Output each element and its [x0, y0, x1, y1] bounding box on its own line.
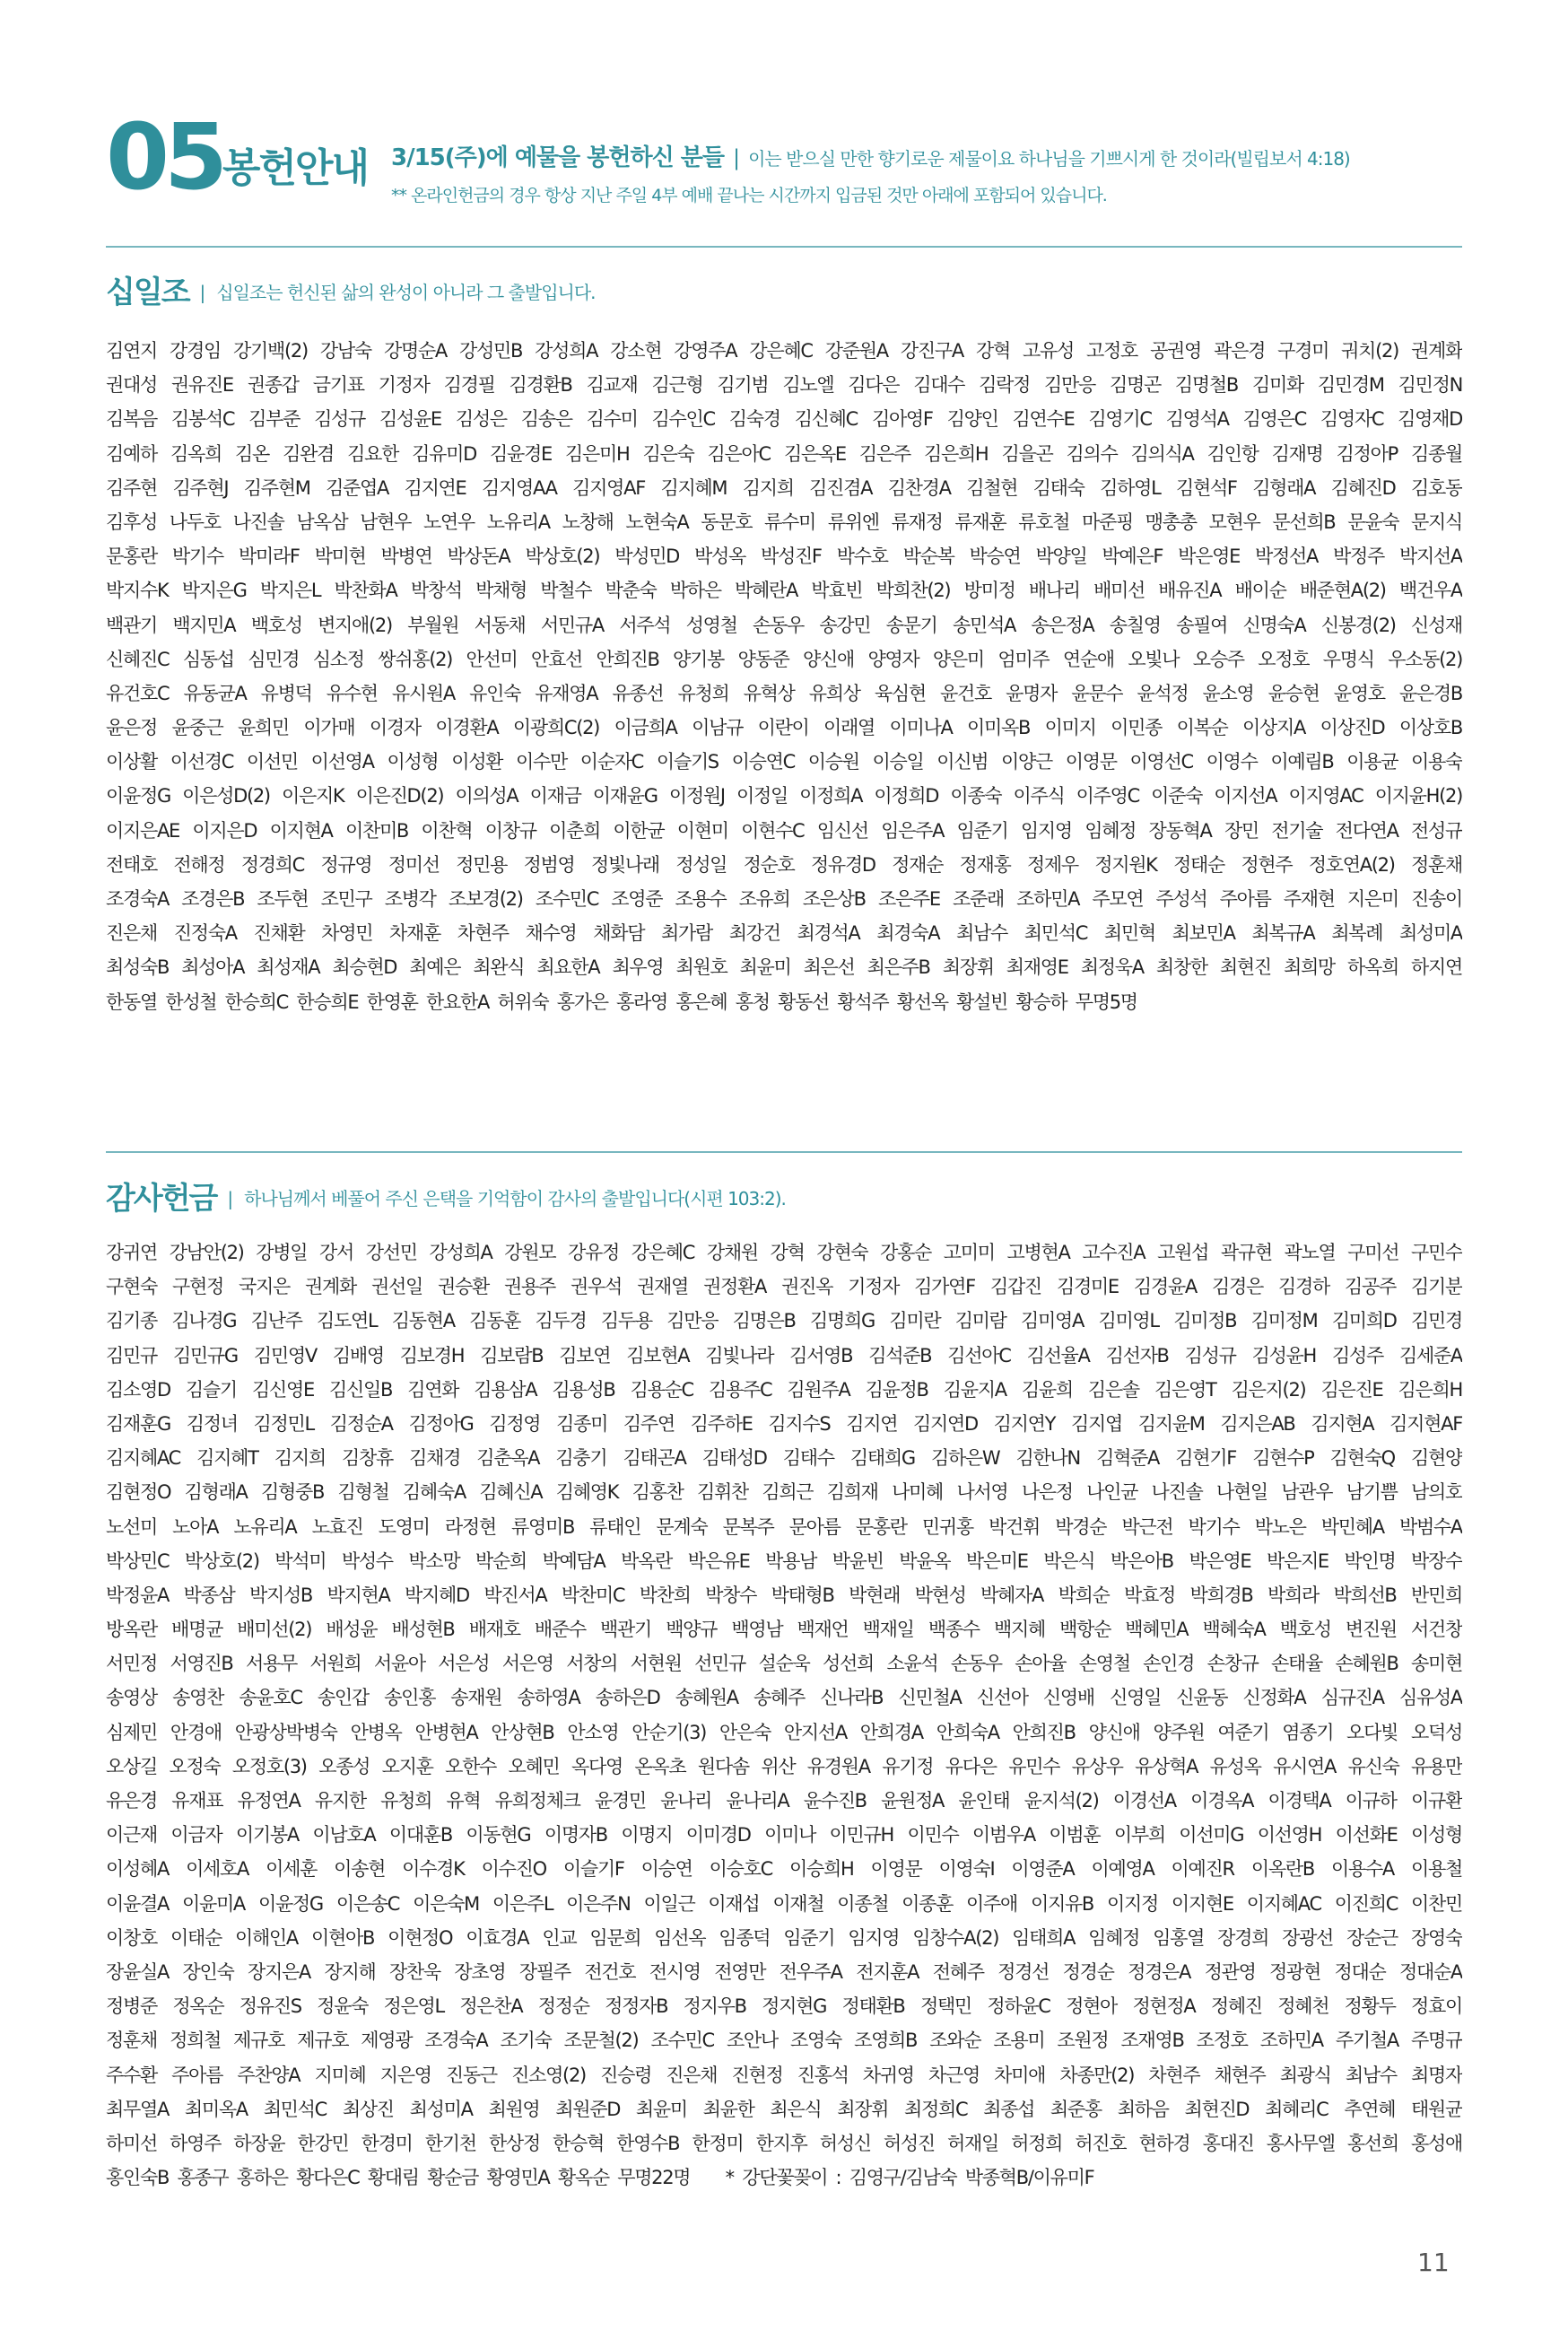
name-line: 진은채 진정숙A 진채환 차영민 차재훈 차현주 채수영 채화담 최가람 최강건 최경석A 최경숙A 최남수 최민석C 최민혁 최보민A 최복규A 최복례 최성미A [106, 922, 1462, 945]
name-line: 전태호 전해정 정경희C 정규영 정미선 정민용 정범영 정빛나래 정성일 정순호 정유경D 정재순 정재홍 정제우 정지원K 정태순 정현주 정호연A(2) 정훈채 [106, 853, 1462, 876]
name-line: 김주현 김주현J 김주현M 김준엽A 김지연E 김지영AA 김지영AF 김지혜M 김지희 김진겸A 김찬경A 김철현 김태숙 김하영L 김현석F 김형래A 김혜진D 김호동 [106, 476, 1462, 499]
online-offering-note: ** 온라인헌금의 경우 항상 지난 주일 4부 예배 끝나는 시간까지 입금된 것만 아래에 포함되어 있습니다. [391, 186, 1107, 205]
name-line: 이윤정G 이은성D(2) 이은지K 이은진D(2) 이의성A 이재금 이재윤G 이정원J 이정일 이정희A 이정희D 이종숙 이주식 이주영C 이준숙 이지선A 이지영AC 이지윤H(2) [106, 785, 1462, 808]
header-verse: 이는 받으실 만한 향기로운 제물이요 하나님을 기쁘시게 한 것이라(빌립보서 4:18) [748, 148, 1350, 170]
name-line: 김기종 김나경G 김난주 김도연L 김동현A 김동훈 김두경 김두용 김만응 김명은B 김명희G 김미란 김미람 김미영A 김미영L 김미정B 김미정M 김미희D 김민경 [106, 1310, 1462, 1332]
name-line: 이근재 이금자 이기봉A 이남호A 이대훈B 이동현G 이명자B 이명지 이미경D 이미나 이민규H 이민수 이범우A 이범훈 이부희 이선미G 이선영H 이선화E 이성형 [106, 1824, 1462, 1846]
name-line: 조경숙A 조경은B 조두현 조민구 조병각 조보경(2) 조수민C 조영준 조용수 조유희 조은상B 조은주E 조준래 조하민A 주모연 주성석 주아름 주재현 지은미 진송이 [106, 888, 1462, 910]
page-number: 11 [1417, 2248, 1450, 2277]
name-line: 박정윤A 박종삼 박지성B 박지현A 박지혜D 박진서A 박찬미C 박찬희 박창수 박태형B 박현래 박현성 박혜자A 박희순 박효정 박희경B 박희라 박희선B 반민희 [106, 1584, 1462, 1606]
section-title: 봉헌안내 [222, 145, 369, 191]
name-line: 강귀연 강남안(2) 강병일 강서 강선민 강성희A 강원모 강유정 강은혜C 강채원 강혁 강현숙 강홍순 고미미 고병현A 고수진A 고원섭 곽규현 곽노열 구미선 구민수 [106, 1242, 1462, 1263]
header-subtitle-line [391, 139, 1350, 172]
name-line: 김재훈G 김정녀 김정민L 김정순A 김정아G 김정영 김종미 김주연 김주하E 김지수S 김지연 김지연D 김지연Y 김지엽 김지윤M 김지은AB 김지현A 김지현AF [106, 1412, 1462, 1435]
thanks-heading [106, 1174, 786, 1218]
name-line: 주수환 주아름 주찬양A 지미혜 지은영 진동근 진소영(2) 진승령 진은채 진현정 진홍석 차귀영 차근영 차미애 차종만(2) 차현주 채현주 최광식 최남수 최명자 [106, 2064, 1462, 2086]
name-line: 유은경 유재표 유정연A 유지한 유청희 유혁 유희정체크 윤경민 윤나리 윤나리A 윤수진B 윤원정A 윤인태 윤지석(2) 이경선A 이경옥A 이경택A 이규하 이규환 [106, 1790, 1462, 1812]
divider [106, 1151, 1462, 1153]
name-line: 장윤실A 장인숙 장지은A 장지해 장찬욱 장초영 장필주 전건호 전시영 전영만 전우주A 전지훈A 전혜주 정경선 정경순 정경은A 정관영 정광현 정대순 정대순A [106, 1960, 1462, 1983]
tithe-description: 십일조는 헌신된 삶의 완성이 아니라 그 출발입니다. [216, 282, 596, 303]
name-line: 한동열 한성철 한승희C 한승희E 한영훈 한요한A 허위숙 홍가은 홍라영 홍은혜 홍청 황동선 황석주 황선옥 황설빈 황승하 무명5명 [106, 991, 1137, 1013]
name-line: 심제민 안경애 안광상박병숙 안병옥 안병현A 안상현B 안소영 안순기(3) 안은숙 안지선A 안희경A 안희숙A 안희진B 양신애 양주원 여준기 염종기 오다빛 오덕성 [106, 1721, 1462, 1743]
section-number: 05 [106, 104, 222, 211]
name-line: 정병준 정옥순 정유진S 정윤숙 정은영L 정은찬A 정정순 정정자B 정지우B 정지현G 정태환B 정택민 정하윤C 정현아 정현정A 정혜진 정혜천 정황두 정효이 [106, 1995, 1462, 2018]
tithe-title: 십일조 [106, 275, 189, 310]
name-line: 유건호C 유동균A 유병덕 유수현 유시원A 유인숙 유재영A 유종선 유청희 유혁상 유희상 육심현 윤건호 윤명자 윤문수 윤석정 윤소영 윤승현 윤영호 윤은경B [106, 682, 1462, 704]
name-line: 박지수K 박지은G 박지은L 박찬화A 박창석 박채형 박철수 박춘숙 박하은 박혜란A 박효빈 박희찬(2) 방미정 배나리 배미선 배유진A 배이순 배준현A(2) 백건우A [106, 580, 1462, 602]
name-line: 이성혜A 이세호A 이세훈 이송현 이수경K 이수진O 이슬기F 이승연 이승호C 이승희H 이영문 이영숙I 이영준A 이예영A 이예진R 이옥란B 이용수A 이용철 [106, 1858, 1462, 1881]
name-line: 홍인숙B 홍종구 홍하은 황다은C 황대림 황순금 황영민A 황옥순 무명22명 * 강단꽃꽂이 : 김영구/김남숙 박종혁B/이유미F [106, 2167, 1094, 2189]
name-line: 이윤결A 이윤미A 이윤정G 이은송C 이은숙M 이은주L 이은주N 이일근 이재섭 이재철 이종철 이종훈 이주애 이지유B 이지정 이지현E 이지혜AC 이진희C 이찬민 [106, 1892, 1462, 1915]
name-line: 노선미 노아A 노유리A 노효진 도영미 라정현 류영미B 류태인 문계숙 문복주 문아름 문홍란 민귀홍 박건휘 박경순 박근전 박기수 박노은 박민혜A 박범수A [106, 1515, 1462, 1538]
name-line: 구현숙 구현정 국지은 권계화 권선일 권승환 권용주 권우석 권재열 권정환A 권진옥 기정자 김가연F 김갑진 김경미E 김경윤A 김경은 김경하 김공주 김기분 [106, 1276, 1462, 1298]
separator: | [227, 1188, 234, 1209]
name-line: 이창호 이태순 이해인A 이현아B 이현정O 이효경A 인교 임문희 임선옥 임종덕 임준기 임지영 임창수A(2) 임태희A 임혜정 임홍열 장경희 장광선 장순근 장영숙 [106, 1926, 1462, 1949]
name-line: 최성숙B 최성아A 최성재A 최승현D 최예은 최완식 최요한A 최우영 최원호 최윤미 최은선 최은주B 최장휘 최재영E 최정욱A 최창한 최현진 최희망 하옥희 하지연 [106, 956, 1462, 979]
offering-date-title: 3/15(주)에 예물을 봉헌하신 분들 [391, 144, 724, 171]
divider [106, 246, 1462, 248]
name-line: 김현정O 김형래A 김형중B 김형철 김혜숙A 김혜신A 김혜영K 김홍찬 김휘찬 김희근 김희재 나미혜 나서영 나은정 나인균 나진솔 나현일 남관우 남기쁨 남의호 [106, 1481, 1462, 1504]
name-line: 백관기 백지민A 백호성 변지애(2) 부월원 서동채 서민규A 서주석 성영철 손동우 송강민 송문기 송민석A 송은정A 송칠영 송필여 신명숙A 신봉경(2) 신성재 [106, 614, 1462, 636]
thanks-description: 하나님께서 베풀어 주신 은택을 기억함이 감사의 출발입니다(시편 103:2). [244, 1188, 786, 1209]
name-line: 윤은정 윤중근 윤희민 이가매 이경자 이경환A 이광희C(2) 이금희A 이남규 이란이 이래열 이미나A 이미옥B 이미지 이민종 이복순 이상지A 이상진D 이상호B [106, 717, 1462, 739]
name-line: 문홍란 박기수 박미라F 박미현 박병연 박상돈A 박상호(2) 박성민D 박성옥 박성진F 박수호 박순복 박승연 박양일 박예은F 박은영E 박정선A 박정주 박지선A [106, 546, 1462, 568]
thanks-name-list [106, 1235, 1462, 2195]
separator: | [732, 145, 740, 170]
name-line: 송영상 송영찬 송윤호C 송인갑 송인홍 송재원 송하영A 송하은D 송혜원A 송혜주 신나라B 신민철A 신선아 신영배 신영일 신윤동 신정화A 심규진A 심유성A [106, 1687, 1462, 1709]
name-line: 신혜진C 심동섭 심민경 심소정 쌍쉬홍(2) 안선미 안효선 안희진B 양기봉 양동준 양신애 양영자 양은미 엄미주 연순애 오빛나 오승주 오정호 우명식 우소동(2) [106, 648, 1462, 670]
name-line: 방옥란 배명균 배미선(2) 배성윤 배성현B 배재호 배준수 백관기 백양규 백영남 백재언 백재일 백종수 백지혜 백항순 백혜민A 백혜숙A 백호성 변진원 서건창 [106, 1619, 1462, 1641]
thanks-title: 감사헌금 [106, 1181, 217, 1217]
name-line: 정훈채 정희철 제규호 제규호 제영광 조경숙A 조기숙 조문철(2) 조수민C 조안나 조영숙 조영희B 조와순 조용미 조원정 조재영B 조정호 조하민A 주기철A 주명규 [106, 2030, 1462, 2052]
name-line: 이지은AE 이지은D 이지현A 이찬미B 이찬혁 이창규 이춘희 이한균 이현미 이현수C 임신선 임은주A 임준기 임지영 임혜정 장동혁A 장민 전기술 전다연A 전성규 [106, 819, 1462, 842]
name-line: 김지혜AC 김지혜T 김지희 김창휴 김채경 김춘옥A 김충기 김태곤A 김태성D 김태수 김태희G 김하은W 김한나N 김혁준A 김현기F 김현수P 김현숙Q 김현양 [106, 1447, 1462, 1470]
name-line: 김복음 김봉석C 김부준 김성규 김성윤E 김성은 김송은 김수미 김수인C 김숙경 김신혜C 김아영F 김양인 김연수E 김영기C 김영석A 김영은C 김영자C 김영재D [106, 408, 1462, 431]
name-line: 오상길 오정숙 오정호(3) 오종성 오지훈 오한수 오혜민 옥다영 온옥초 원다솜 위산 유경원A 유기정 유다은 유민수 유상우 유상혁A 유성옥 유시연A 유신숙 유용만 [106, 1755, 1462, 1777]
name-line: 김후성 나두호 나진솔 남옥삼 남현우 노연우 노유리A 노창해 노현숙A 동문호 류수미 류위엔 류재정 류재훈 류호철 마준핑 맹총총 모현우 문선희B 문윤숙 문지식 [106, 511, 1462, 533]
name-line: 김소영D 김슬기 김신영E 김신일B 김연화 김용삼A 김용성B 김용순C 김용주C 김원주A 김윤정B 김윤지A 김윤희 김은솔 김은영T 김은지(2) 김은진E 김은희H [106, 1378, 1462, 1401]
separator: | [199, 282, 206, 303]
section-header [106, 104, 1469, 220]
tithe-heading [106, 267, 596, 311]
tithe-name-list [106, 334, 1462, 1019]
name-line: 하미선 하영주 하장윤 한강민 한경미 한기천 한상정 한승혁 한영수B 한정미 한지후 허성신 허성진 허재일 허정희 허진호 현하경 홍대진 홍사무엘 홍선희 홍성애 [106, 2132, 1462, 2154]
name-line: 김연지 강경임 강기백(2) 강남숙 강명순A 강성민B 강성희A 강소현 강영주A 강은혜C 강준원A 강진구A 강혁 고유성 고정호 공권영 곽은경 구경미 궈치(2) 권계화 [106, 340, 1462, 362]
name-line: 이상활 이선경C 이선민 이선영A 이성형 이성환 이수만 이순자C 이슬기S 이승연C 이승원 이승일 이신범 이양근 이영문 이영선C 이영수 이예림B 이용균 이용숙 [106, 751, 1462, 773]
name-line: 최무열A 최미옥A 최민석C 최상진 최성미A 최원영 최원준D 최윤미 최윤한 최은식 최장휘 최정희C 최종섭 최준홍 최하음 최현진D 최혜리C 추연혜 태원균 [106, 2098, 1462, 2120]
name-line: 김예하 김옥희 김온 김완겸 김요한 김유미D 김윤경E 김은미H 김은숙 김은아C 김은옥E 김은주 김은희H 김을곤 김의수 김의식A 김인항 김재명 김정아P 김종월 [106, 442, 1462, 465]
name-line: 서민정 서영진B 서용무 서원희 서윤아 서은성 서은영 서창의 서현원 선민규 설순욱 성선희 소윤석 손동우 손아율 손영철 손인경 손창규 손태율 손혜원B 송미현 [106, 1653, 1462, 1675]
name-line: 박상민C 박상호(2) 박석미 박성수 박소망 박순희 박예담A 박옥란 박은유E 박용남 박윤빈 박윤옥 박은미E 박은식 박은아B 박은영E 박은지E 박인명 박장수 [106, 1550, 1462, 1572]
name-line: 김민규 김민규G 김민영V 김배영 김보경H 김보람B 김보연 김보현A 김빛나라 김서영B 김석준B 김선아C 김선율A 김선자B 김성규 김성윤H 김성주 김세준A [106, 1344, 1462, 1366]
name-line: 권대성 권유진E 권종갑 금기표 기정자 김경필 김경환B 김교재 김근형 김기범 김노엘 김다은 김대수 김락정 김만응 김명곤 김명철B 김미화 김민경M 김민정N [106, 374, 1462, 397]
